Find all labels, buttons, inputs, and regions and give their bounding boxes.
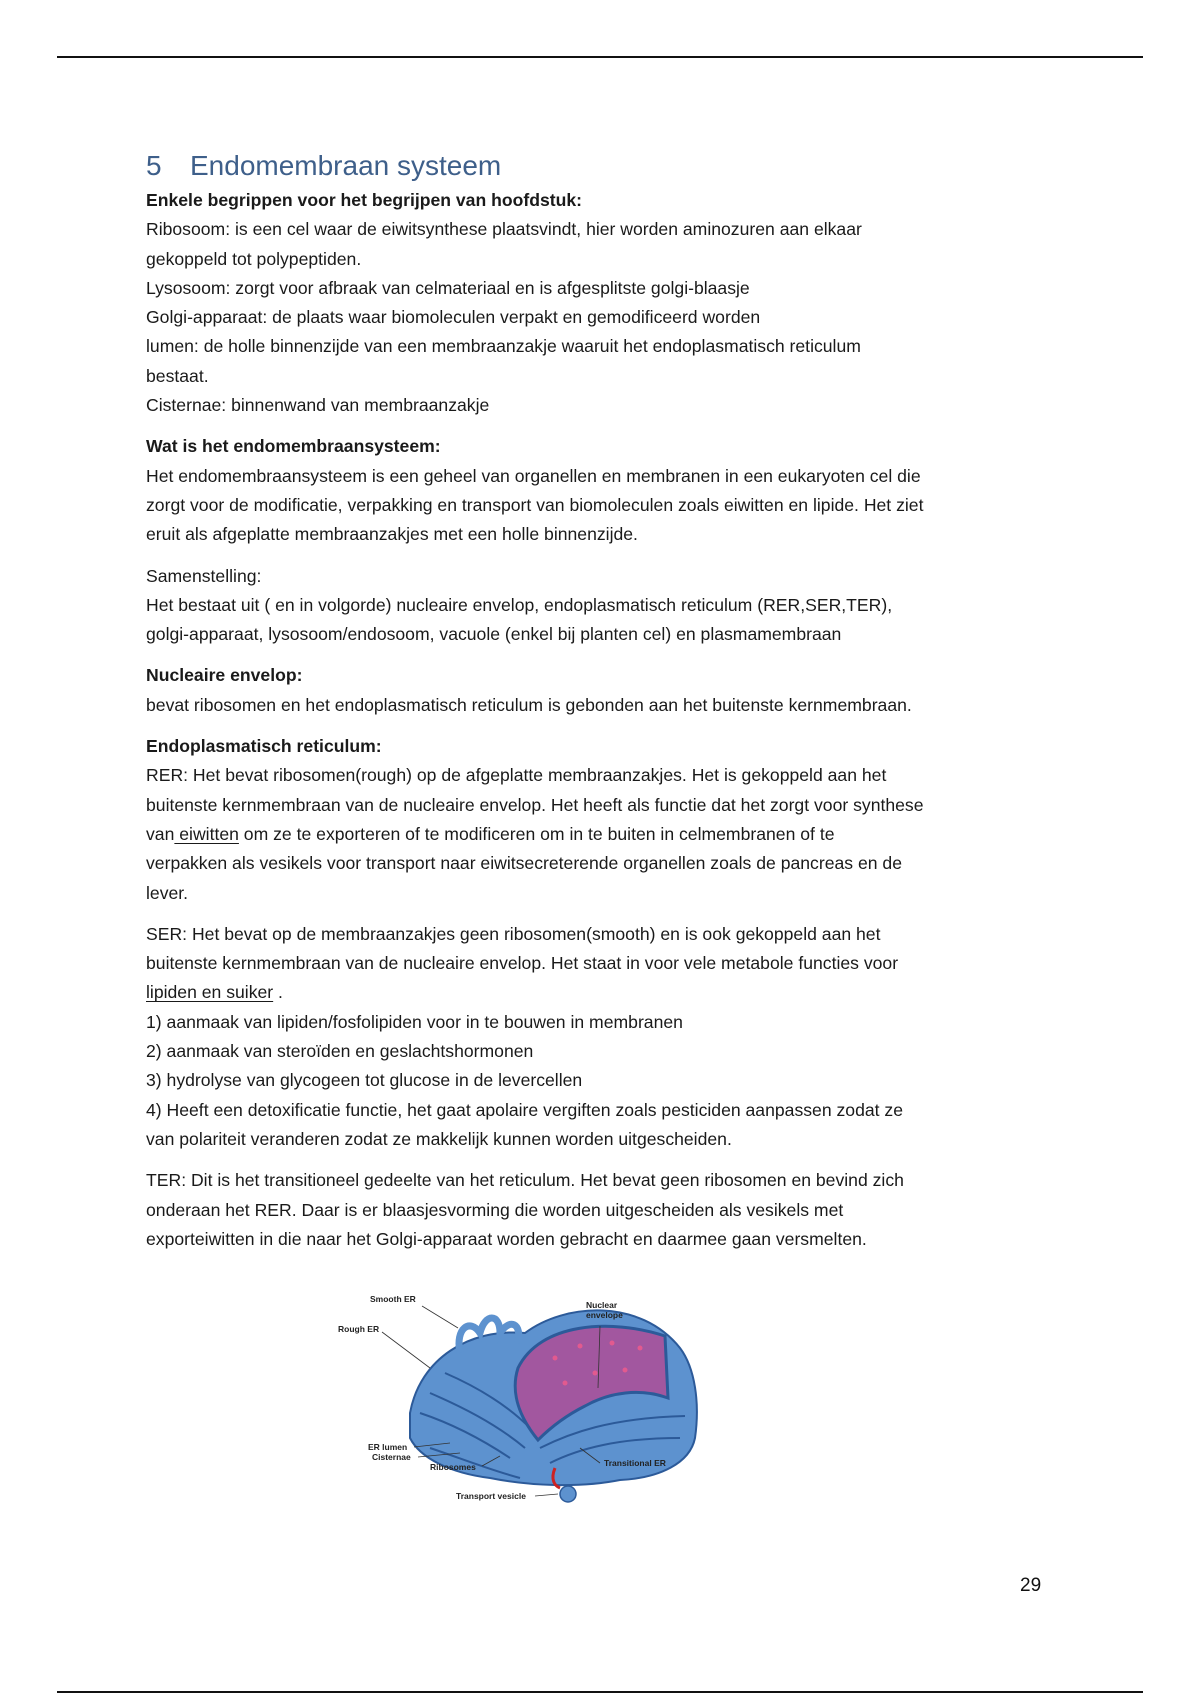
section-heading-begrippen: Enkele begrippen voor het begrijpen van hoofdstuk: (146, 190, 582, 210)
underlined-eiwitten: eiwitten (174, 823, 239, 844)
rer-line: lever. (146, 882, 189, 903)
rer-line: verpakken als vesikels voor transport naar eiwitsecreterende organellen zoals de pancreas en de (146, 853, 902, 874)
label-smooth-er: Smooth ER (370, 1294, 416, 1304)
label-transport-vesicle: Transport vesicle (456, 1491, 526, 1501)
text-line: Golgi-apparaat: de plaats waar biomoleculen verpakt en gemodificeerd worden (146, 307, 761, 328)
section-heading-er: Endoplasmatisch reticulum: (146, 736, 382, 757)
rer-line (146, 820, 1066, 849)
ser-list-item: 1) aanmaak van lipiden/fosfolipiden voor in te bouwen in membranen (146, 1011, 683, 1032)
underlined-lipiden: lipiden en suiker (146, 982, 274, 1003)
label-rough-er: Rough ER (338, 1324, 380, 1334)
ter-line: exporteiwitten in die naar het Golgi-apparaat worden gebracht en daarmee gaan versmelten. (146, 1228, 867, 1249)
text-line: Ribosoom: is een cel waar de eiwitsynthese plaatsvindt, hier worden aminozuren aan elkaar (146, 219, 862, 240)
label-cisternae: Cisternae (372, 1452, 411, 1462)
nuclear-pore (638, 1346, 643, 1351)
text-line: Het endomembraansysteem is een geheel van organellen en membranen in een eukaryoten cel die (146, 465, 921, 486)
ter-line: TER: Dit is het transitioneel gedeelte van het reticulum. Het bevat geen ribosomen en bevind zich (146, 1170, 904, 1191)
nuclear-pore (610, 1341, 615, 1346)
text-line: eruit als afgeplatte membraanzakjes met een holle binnenzijde. (146, 524, 638, 545)
ser-list-item: van polariteit veranderen zodat ze makkelijk kunnen worden uitgescheiden. (146, 1128, 732, 1149)
nuclear-pore (593, 1371, 598, 1376)
nuclear-pore (578, 1344, 583, 1349)
leader-line (422, 1306, 458, 1328)
label-ribosomes: Ribosomes (430, 1462, 476, 1472)
text-line: Het bestaat uit ( en in volgorde) nucleaire envelop, endoplasmatisch reticulum (RER,SER,TER), (146, 594, 893, 615)
section-heading-samenstelling: Samenstelling: (146, 565, 262, 586)
transport-vesicle (560, 1486, 576, 1502)
text-line: bestaat. (146, 365, 209, 386)
text-fragment: om ze te exporteren of te modificeren om in te buiten in celmembranen of te (238, 823, 835, 844)
nuclear-pore (553, 1356, 558, 1361)
text-line: bevat ribosomen en het endoplasmatisch reticulum is gebonden aan het buitenste kernmembraan. (146, 694, 912, 715)
text-line: lumen: de holle binnenzijde van een membraanzakje waaruit het endoplasmatisch reticulum (146, 336, 861, 357)
er-diagram-figure (338, 1288, 734, 1508)
ser-list-item: 3) hydrolyse van glycogeen tot glucose in de levercellen (146, 1070, 583, 1091)
page-content (146, 146, 1066, 1254)
ser-list-item: 4) Heeft een detoxificatie functie, het gaat apolaire vergiften zoals pesticiden aanpassen zodat ze (146, 1099, 904, 1120)
ter-line: onderaan het RER. Daar is er blaasjesvorming die worden uitgescheiden als vesikels met (146, 1199, 844, 1220)
label-nuclear-1: Nuclear (586, 1300, 618, 1310)
ser-line: SER: Het bevat op de membraanzakjes geen ribosomen(smooth) en is ook gekoppeld aan het (146, 923, 881, 944)
label-er-lumen: ER lumen (368, 1442, 408, 1452)
text-line: Cisternae: binnenwand van membraanzakje (146, 395, 490, 416)
text-fragment: . (273, 982, 283, 1003)
section-heading-nucleaire: Nucleaire envelop: (146, 665, 303, 686)
chapter-title (146, 146, 1066, 186)
leader-line (535, 1494, 558, 1496)
rer-line: RER: Het bevat ribosomen(rough) op de afgeplatte membraanzakjes. Het is gekoppeld aan het (146, 765, 887, 786)
text-line: gekoppeld tot polypeptiden. (146, 248, 362, 269)
section-heading-wat-is: Wat is het endomembraansysteem: (146, 436, 441, 457)
chapter-title-text: Endomembraan systeem (190, 150, 502, 181)
text-line: zorgt voor de modificatie, verpakking en transport van biomoleculen zoals eiwitten en lipide. Het ziet (146, 494, 924, 515)
text-line: Lysosoom: zorgt voor afbraak van celmateriaal en is afgesplitste golgi-blaasje (146, 277, 750, 298)
footer-rule (57, 1691, 1143, 1693)
nuclear-pore (563, 1381, 568, 1386)
ser-line: buitenste kernmembraan van de nucleaire envelop. Het staat in voor vele metabole functies voor (146, 953, 899, 974)
text-line: golgi-apparaat, lysosoom/endosoom, vacuole (enkel bij planten cel) en plasmamembraan (146, 624, 842, 645)
rer-line: buitenste kernmembraan van de nucleaire envelop. Het heeft als functie dat het zorgt voor synthese (146, 794, 924, 815)
leader-line (382, 1332, 430, 1368)
label-nuclear-2: envelope (586, 1310, 623, 1320)
header-rule (57, 56, 1143, 58)
nuclear-pore (623, 1368, 628, 1373)
ser-line (146, 978, 1066, 1007)
label-transitional-er: Transitional ER (604, 1458, 666, 1468)
ser-list-item: 2) aanmaak van steroïden en geslachtshormonen (146, 1041, 534, 1062)
chapter-number: 5 (146, 150, 162, 181)
page-number: 29 (1020, 1575, 1042, 1596)
text-fragment: van (146, 823, 175, 844)
er-diagram (338, 1288, 734, 1508)
